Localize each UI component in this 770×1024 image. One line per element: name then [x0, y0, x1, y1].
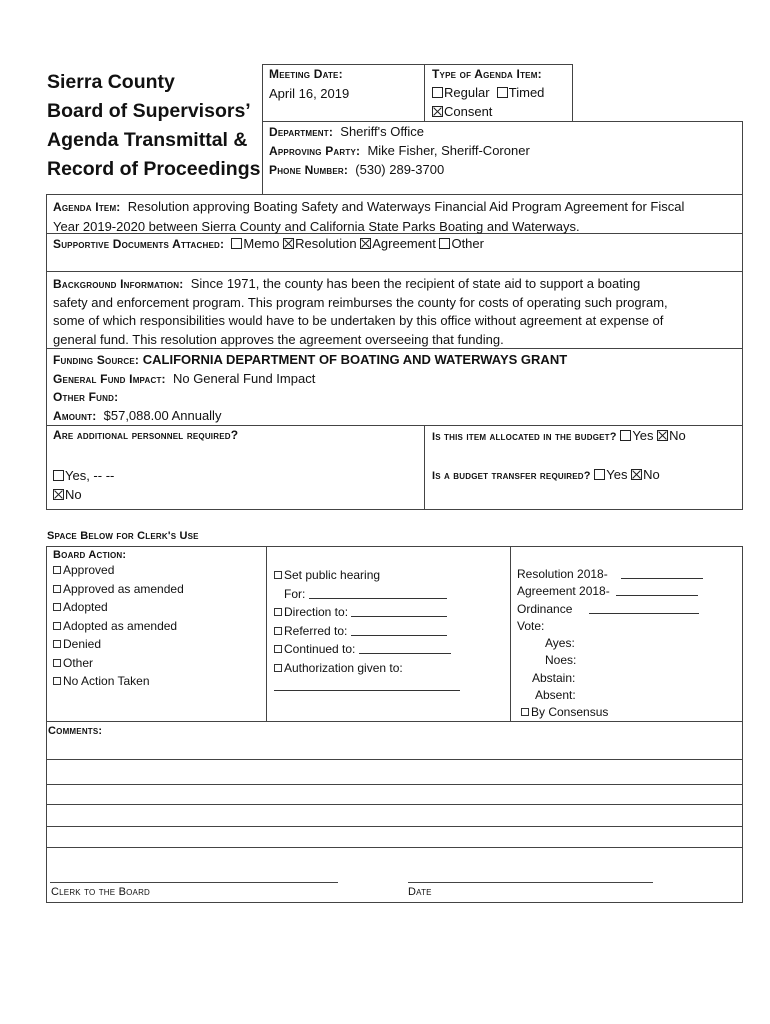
for-field[interactable]	[309, 588, 447, 599]
regular-checkbox[interactable]	[432, 87, 443, 98]
consent-label: Consent	[444, 104, 493, 119]
funding-source-label: Funding Source:	[53, 353, 140, 367]
transfer-no-label: No	[643, 467, 660, 482]
personnel-yes-checkbox[interactable]	[53, 470, 64, 481]
ayes-label: Ayes:	[545, 636, 575, 651]
continued-label: Continued to:	[284, 642, 356, 656]
vote-column	[517, 566, 703, 722]
resolution-checkbox[interactable]	[283, 238, 294, 249]
authorization-label: Authorization given to:	[284, 660, 403, 675]
form-title	[47, 68, 260, 184]
authorization-checkbox[interactable]	[274, 664, 282, 672]
personnel-label: Are additional personnel required?	[53, 428, 239, 442]
ordinance-field[interactable]	[589, 603, 699, 614]
hearing-checkbox[interactable]	[274, 571, 282, 579]
resolution-number-label: Resolution 2018-	[517, 567, 608, 581]
funding-section	[53, 351, 567, 425]
continued-field[interactable]	[359, 643, 451, 654]
budget-allocated-label: Is this item allocated in the budget?	[432, 431, 617, 443]
amount-value: $57,088.00 Annually	[103, 407, 222, 423]
agenda-item-section	[53, 197, 684, 236]
personnel-no-label: No	[65, 487, 82, 502]
approved-amended-checkbox[interactable]	[53, 585, 61, 593]
comment-line[interactable]	[46, 784, 743, 785]
background-label: Background Information:	[53, 277, 184, 291]
title-line-2: Board of Supervisors’	[47, 100, 251, 122]
agenda-item-label: Agenda Item:	[53, 200, 121, 214]
vote-label: Vote:	[517, 618, 545, 633]
adopted-amended-checkbox[interactable]	[53, 622, 61, 630]
agreement-number-field[interactable]	[616, 585, 698, 596]
direction-field[interactable]	[351, 606, 447, 617]
consensus-checkbox[interactable]	[521, 708, 529, 716]
amount-label: Amount:	[53, 408, 97, 423]
action-no-action: No Action Taken	[63, 674, 150, 688]
personnel-no-checkbox[interactable]	[53, 489, 64, 500]
memo-label: Memo	[243, 236, 280, 251]
comment-line[interactable]	[46, 847, 743, 848]
action-approved: Approved	[63, 563, 115, 577]
agreement-checkbox[interactable]	[360, 238, 371, 249]
phone-value[interactable]: (530) 289-3700	[355, 162, 445, 177]
consent-checkbox[interactable]	[432, 106, 443, 117]
funding-source-value: CALIFORNIA DEPARTMENT OF BOATING AND WATERWAYS GRANT	[142, 352, 568, 367]
action-adopted-amended: Adopted as amended	[63, 618, 178, 633]
clerk-use-label: Space Below for Clerk's Use	[47, 530, 199, 542]
meeting-date-label: Meeting Date:	[269, 67, 343, 81]
background-text-2: safety and enforcement program. This program reimburses the county for costs of operating such program,	[53, 294, 668, 310]
approving-party-label: Approving Party:	[269, 144, 361, 158]
general-fund-label: General Fund Impact:	[53, 371, 166, 386]
background-text-4: general fund. This resolution approves the agreement overseeing that funding.	[53, 331, 504, 347]
authorization-field[interactable]	[274, 680, 460, 691]
referred-checkbox[interactable]	[274, 627, 282, 635]
approved-checkbox[interactable]	[53, 566, 61, 574]
agenda-item-text-2: Year 2019-2020 between Sierra County and California State Parks Boating and Waterways.	[53, 219, 580, 234]
referred-label: Referred to:	[284, 623, 348, 638]
transfer-no-checkbox[interactable]	[631, 469, 642, 480]
resolution-number-field[interactable]	[621, 568, 703, 579]
board-action-label: Board Action:	[53, 549, 127, 561]
department-label: Department:	[269, 125, 334, 139]
action-adopted: Adopted	[63, 600, 108, 614]
approving-party-value[interactable]: Mike Fisher, Sheriff-Coroner	[367, 143, 530, 158]
action-other-checkbox[interactable]	[53, 659, 61, 667]
allocated-yes-checkbox[interactable]	[620, 430, 631, 441]
clerk-signature-label: Clerk to the Board	[51, 886, 151, 898]
budget-transfer-label: Is a budget transfer required?	[432, 470, 591, 482]
board-action-column	[53, 549, 184, 691]
transfer-yes-checkbox[interactable]	[594, 469, 605, 480]
supporting-docs-label: Supportive Documents Attached:	[53, 237, 225, 251]
hearing-label: Set public hearing	[284, 568, 381, 582]
personnel-yes-label: Yes, -- --	[65, 468, 115, 483]
agreement-number-label: Agreement 2018-	[517, 584, 610, 599]
comment-line[interactable]	[46, 826, 743, 827]
clerk-signature-line[interactable]	[50, 882, 338, 883]
agenda-type-label: Type of Agenda Item:	[432, 67, 542, 81]
timed-label: Timed	[508, 85, 545, 100]
divider	[424, 64, 425, 122]
regular-label: Regular	[444, 85, 490, 100]
direction-label: Direction to:	[284, 605, 349, 619]
direction-checkbox[interactable]	[274, 608, 282, 616]
title-line-1: Sierra County	[47, 71, 175, 93]
other-label: Other	[451, 236, 484, 251]
background-text-1: Since 1971, the county has been the recipient of state aid to support a boating	[190, 276, 641, 291]
comment-line[interactable]	[46, 759, 743, 760]
hearing-column	[274, 566, 460, 696]
timed-checkbox[interactable]	[497, 87, 508, 98]
for-label: For:	[284, 586, 306, 601]
adopted-checkbox[interactable]	[53, 603, 61, 611]
noes-label: Noes:	[545, 653, 577, 668]
absent-label: Absent:	[535, 688, 576, 703]
transfer-yes-label: Yes	[606, 467, 628, 482]
other-fund-label: Other Fund:	[53, 390, 119, 404]
continued-checkbox[interactable]	[274, 645, 282, 653]
comments-label: Comments:	[48, 725, 103, 737]
ordinance-label: Ordinance	[517, 601, 573, 616]
phone-label: Phone Number:	[269, 163, 349, 177]
date-label: Date	[408, 886, 432, 898]
memo-checkbox[interactable]	[231, 238, 242, 249]
title-line-4: Record of Proceedings	[47, 158, 261, 180]
consensus-label: By Consensus	[531, 705, 609, 720]
department-value[interactable]: Sheriff's Office	[340, 124, 424, 139]
title-line-3: Agenda Transmittal &	[47, 129, 248, 151]
general-fund-value: No General Fund Impact	[172, 370, 316, 386]
agenda-item-text-1: Resolution approving Boating Safety and Waterways Financial Aid Program Agreement for Fiscal	[127, 199, 685, 214]
action-approved-amended: Approved as amended	[63, 581, 184, 596]
agreement-label: Agreement	[372, 236, 436, 251]
allocated-no-checkbox[interactable]	[657, 430, 668, 441]
date-signature-line[interactable]	[408, 882, 653, 883]
background-text-3: some of which responsibilities would have to be undertaken by this office without agreement at expense of	[53, 313, 664, 328]
denied-checkbox[interactable]	[53, 640, 61, 648]
comment-line[interactable]	[46, 804, 743, 805]
abstain-label: Abstain:	[532, 670, 576, 685]
resolution-label: Resolution	[295, 236, 357, 251]
allocated-no-label: No	[669, 428, 686, 443]
supporting-docs-row	[53, 236, 484, 251]
other-checkbox[interactable]	[439, 238, 450, 249]
allocated-yes-label: Yes	[632, 428, 654, 443]
action-other: Other	[63, 655, 94, 670]
meeting-date-value[interactable]: April 16, 2019	[269, 86, 350, 101]
referred-field[interactable]	[351, 625, 447, 636]
no-action-checkbox[interactable]	[53, 677, 61, 685]
background-section	[53, 275, 743, 349]
action-denied: Denied	[63, 637, 102, 651]
